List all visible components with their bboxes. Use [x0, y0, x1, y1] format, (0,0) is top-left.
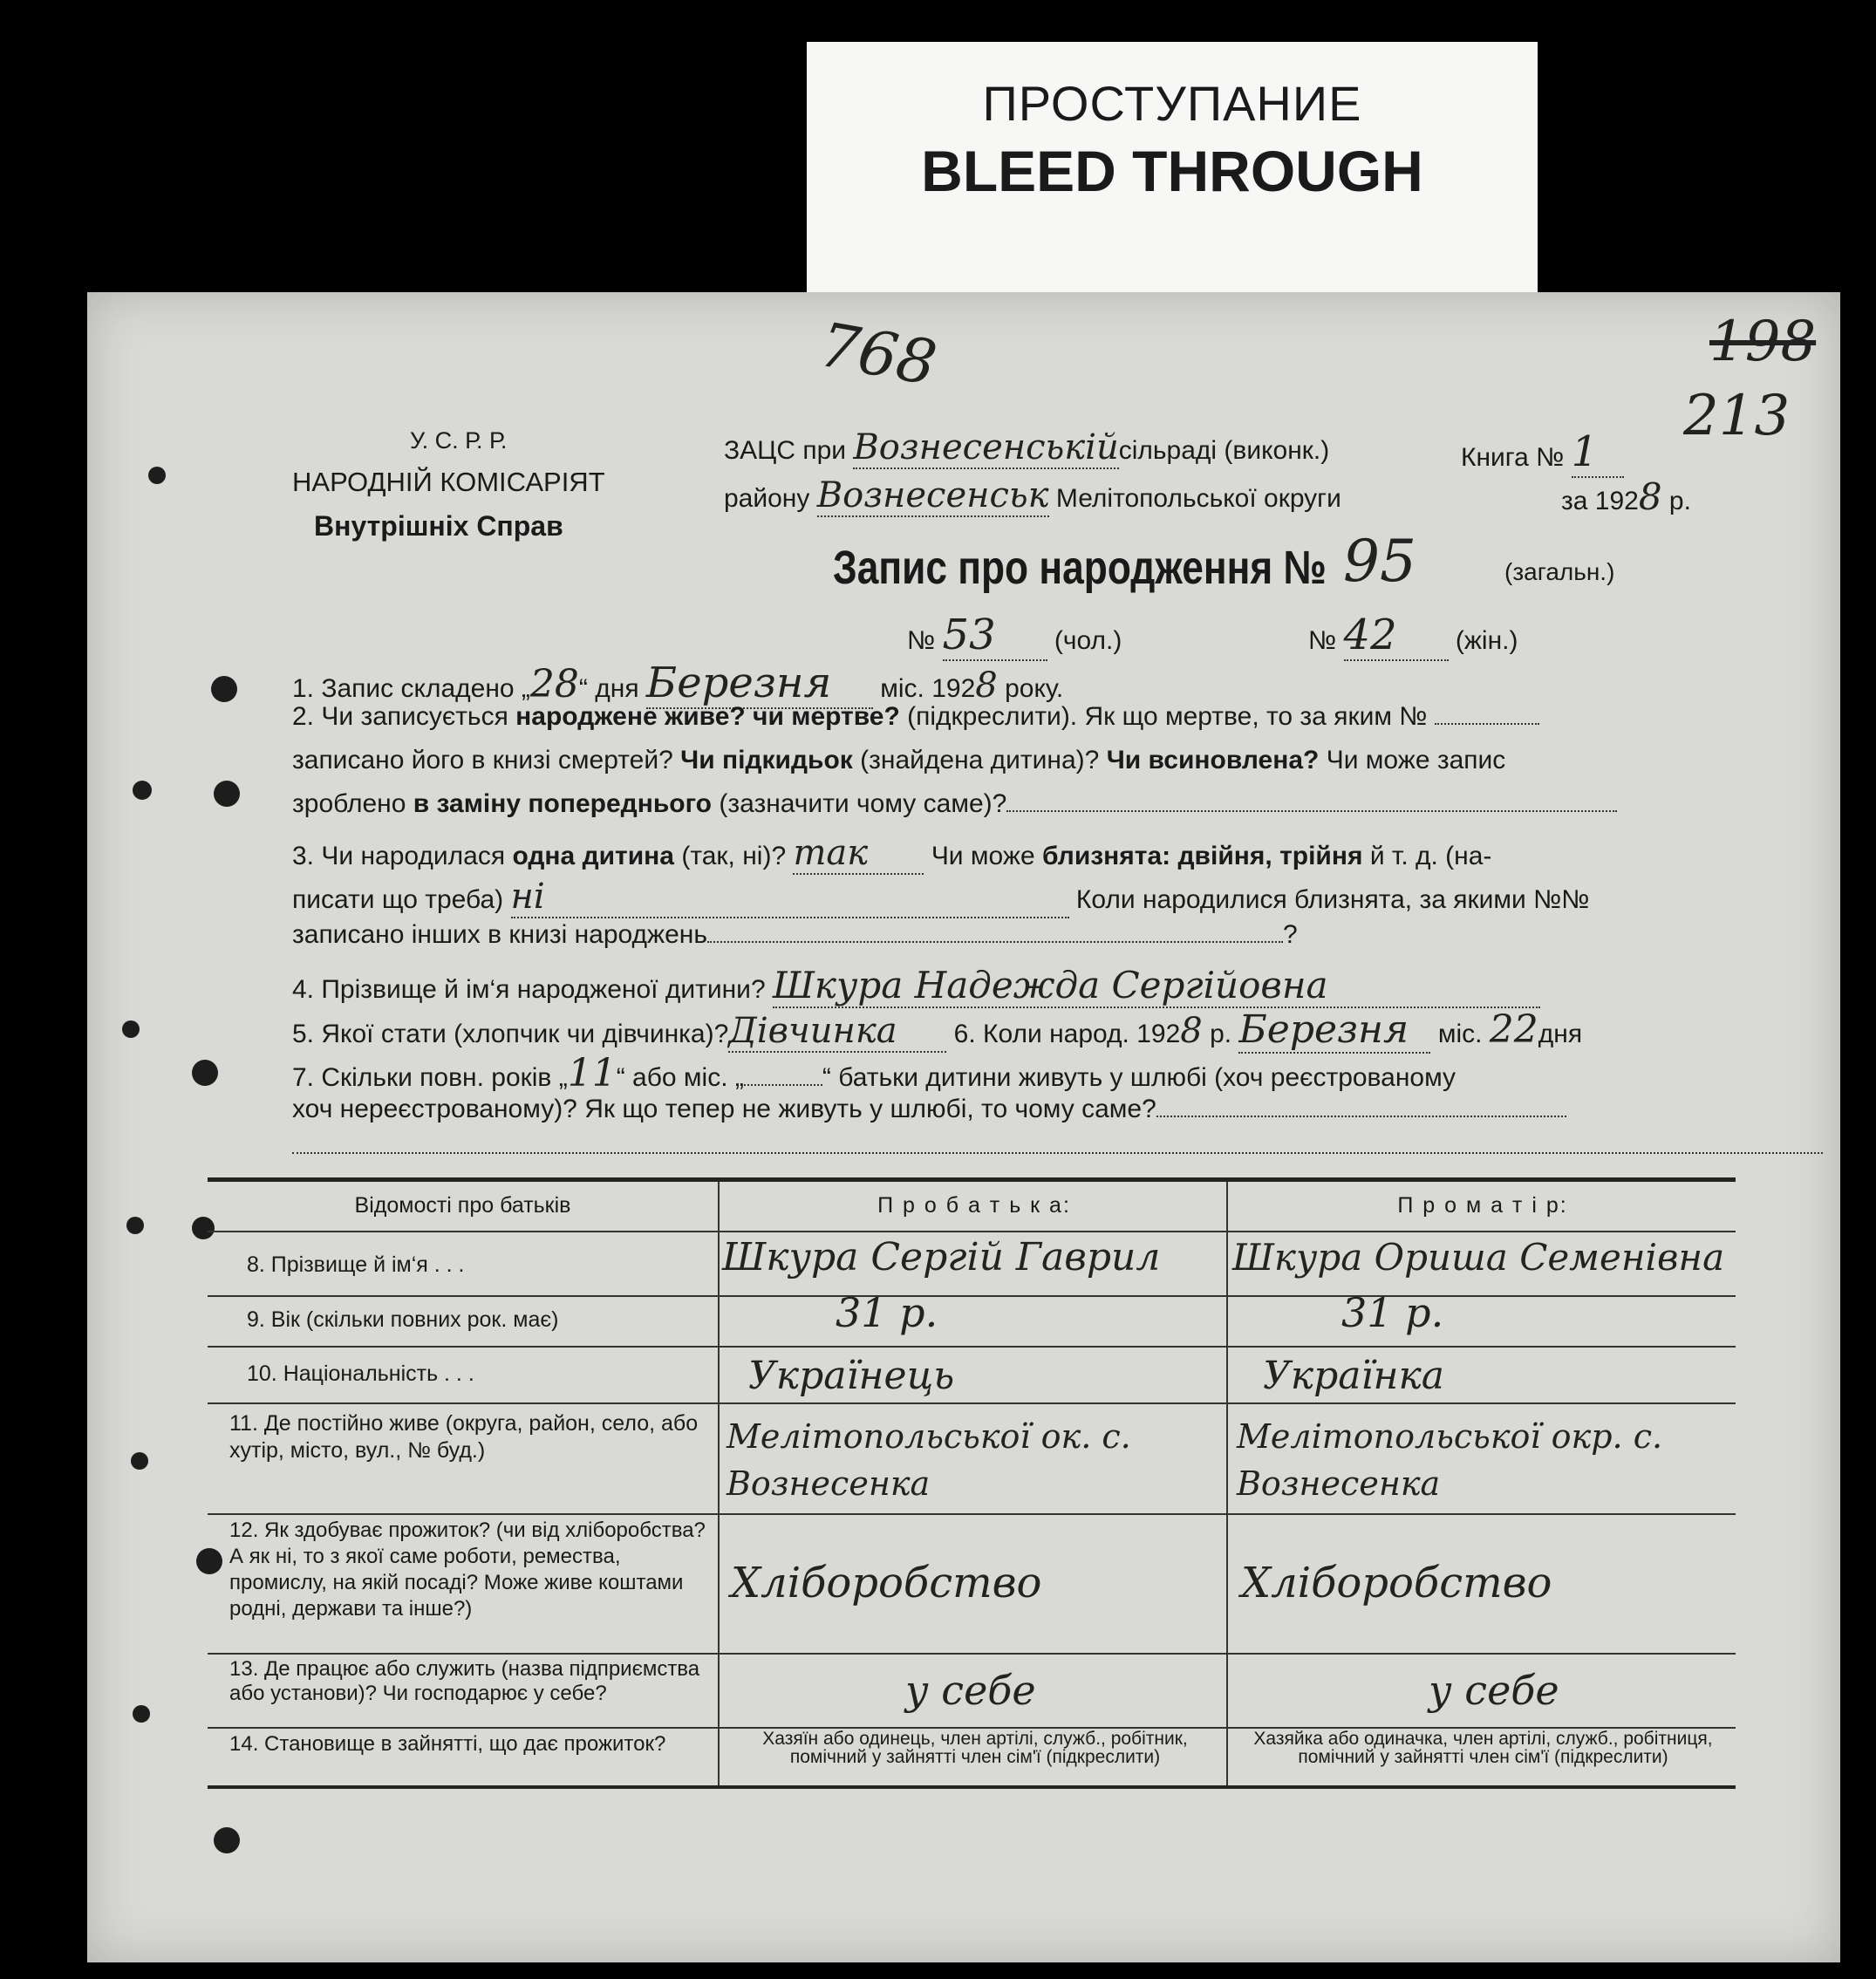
punch-hole	[126, 1217, 144, 1234]
margin-note-page: 198	[1709, 310, 1817, 374]
question-2-line-2	[292, 746, 1505, 775]
row-label-livelihood: 12. Як здобуває прожиток? (чи від хліборобства? А як ні, то з якої саме роботи, ремества, промислу, на якій посаді? Може живе коштами родні, держави та інше?)	[229, 1518, 706, 1621]
zags-village: Вознесенській	[853, 427, 1119, 467]
mother-age: 31 р.	[1341, 1289, 1444, 1336]
margin-note-page-2: 213	[1683, 384, 1791, 448]
q7-blank-line	[292, 1151, 1823, 1154]
q3-twins-answer: ні	[511, 877, 1069, 918]
female-number-label: №	[1308, 626, 1337, 655]
birth-day: 22	[1489, 1007, 1538, 1052]
q3-single-answer: так	[793, 833, 924, 875]
row-label-workplace: 13. Де працює або служить (назва підприємства або установи)? Чи господарює у себе?	[229, 1657, 700, 1705]
q3-text-a: 3. Чи народилася	[292, 842, 506, 870]
q3-text-g: писати що треба)	[292, 885, 504, 914]
question-2-line-1	[292, 702, 1539, 732]
stamp-line-1: ПРОСТУПАНИЕ	[982, 76, 1362, 131]
header-mother: П р о м а т і р:	[1397, 1193, 1568, 1218]
q3-text-d: Чи може	[931, 842, 1035, 870]
year-line	[1561, 475, 1691, 518]
question-4	[292, 964, 1540, 1008]
stamp-line-2: BLEED THROUGH	[921, 139, 1423, 203]
row-divider	[208, 1402, 1736, 1404]
q1-month: Березня	[646, 659, 873, 709]
question-2-line-3	[292, 789, 1617, 819]
q2-blank	[1435, 723, 1539, 725]
q2-text-a: 2. Чи записується	[292, 702, 508, 731]
row-label-age: 9. Вік (скільки повних рок. має)	[247, 1307, 559, 1332]
q3-blank	[707, 941, 1283, 943]
q2-text-i: зроблено	[292, 789, 406, 818]
marriage-years: 11	[567, 1051, 617, 1095]
zags-suffix: сільраді (виконк.)	[1118, 436, 1330, 465]
q2-text-e: Чи підкидьок	[680, 746, 853, 775]
book-number: 1	[1572, 427, 1624, 478]
q5-label: 5. Якої стати (хлопчик чи дівчинка)?	[292, 1020, 729, 1048]
zags-prefix: ЗАЦС при	[724, 436, 847, 465]
row-label-employment: 14. Становище в зайнятті, що дає прожиток?	[229, 1732, 666, 1756]
book-line	[1461, 427, 1624, 478]
q2-text-k: (зазначити чому саме)?	[719, 789, 1007, 818]
q7-text-d: хоч нереєстрованому)? Як що тепер не живуть у шлюбі, то чому саме?	[292, 1095, 1156, 1123]
punch-hole	[192, 1060, 218, 1086]
punch-hole	[133, 781, 152, 800]
total-label: (загальн.)	[1504, 558, 1615, 585]
q7-text-c: “ батьки дитини живуть у шлюбі (хоч реєстрованому	[822, 1063, 1456, 1092]
year-label: за 192	[1561, 487, 1639, 515]
question-3-line-3	[292, 920, 1298, 950]
q7-text-b: “ або міс. „	[616, 1063, 744, 1092]
q7-blank	[1156, 1116, 1566, 1117]
year-suffix: р.	[1668, 487, 1691, 515]
q2-text-d: записано його в книзі смертей?	[292, 746, 673, 775]
female-number: 42	[1344, 611, 1449, 661]
q2-text-h: Чи може запис	[1326, 746, 1506, 775]
year-digit: 8	[1638, 475, 1662, 518]
q2-text-j: в заміну попереднього	[413, 789, 713, 818]
q1-day-suffix: “ дня	[578, 674, 639, 703]
male-number-suffix: (чол.)	[1054, 626, 1122, 655]
district-prefix: району	[724, 484, 810, 513]
q1-month-suffix: міс. 192	[880, 674, 976, 703]
row-divider	[208, 1653, 1736, 1655]
q1-day: 28	[529, 662, 579, 706]
q6-day-suffix: дня	[1538, 1020, 1583, 1048]
record-number: 95	[1343, 528, 1416, 595]
header-info: Відомості про батьків	[354, 1193, 571, 1218]
q4-label: 4. Прізвище й ім‘я народженої дитини?	[292, 975, 766, 1004]
affairs-label: Внутрішніх Справ	[314, 510, 563, 542]
mother-residence: Мелітопольської окр. с. Вознесенка	[1237, 1417, 1663, 1503]
punch-hole	[148, 467, 166, 484]
male-number-line	[907, 611, 1122, 661]
child-name: Шкура Надежда Сергійовна	[773, 964, 1540, 1008]
father-nationality: Українець	[748, 1354, 955, 1398]
punch-hole	[211, 676, 237, 702]
father-workplace: у себе	[905, 1667, 1036, 1714]
q3-text-j: ?	[1283, 920, 1298, 949]
q7-label: 7. Скільки повн. років „	[292, 1063, 568, 1092]
row-label-surname: 8. Прізвище й ім‘я . . .	[247, 1252, 465, 1277]
parents-table	[208, 1177, 1736, 1789]
q3-text-e: близнята: двійня, трійня	[1041, 842, 1363, 870]
q1-year-suffix: року.	[1005, 674, 1064, 703]
q1-year: 8	[975, 665, 998, 706]
punch-hole	[214, 781, 240, 807]
question-3-line-1	[292, 833, 1491, 875]
father-livelihood: Хліборобство	[731, 1559, 1042, 1607]
row-label-residence: 11. Де постійно живе (округа, район, село, або хутір, місто, вул., № буд.)	[229, 1411, 699, 1463]
male-number: 53	[943, 611, 1047, 661]
question-7-line-1	[292, 1051, 1456, 1095]
father-residence: Мелітопольської ок. с. Вознесенка	[727, 1417, 1131, 1503]
father-employment-status: Хазяїн або одинець, член артілі, служб., робітник, помічний у зайнятті член сім'ї (підкреслити)	[762, 1729, 1188, 1767]
mother-name: Шкура Ориша Семенівна	[1232, 1236, 1725, 1279]
male-number-label: №	[907, 626, 936, 655]
punch-hole	[131, 1452, 148, 1470]
mother-livelihood: Хліборобство	[1241, 1559, 1552, 1607]
district-suffix: Мелітопольської округи	[1055, 484, 1341, 513]
book-label: Книга №	[1461, 443, 1565, 472]
q3-text-f: й т. д. (на-	[1369, 842, 1492, 870]
q6-label: 6. Коли народ. 192	[953, 1020, 1181, 1048]
column-divider	[718, 1182, 720, 1785]
question-7-line-2	[292, 1095, 1566, 1124]
header-father: П р о б а т ь к а:	[877, 1193, 1071, 1218]
father-age: 31 р.	[836, 1289, 938, 1336]
birth-month: Березня	[1238, 1007, 1430, 1054]
q6-year-suffix: р.	[1210, 1020, 1232, 1048]
q7-months-blank	[744, 1084, 822, 1086]
question-3-line-2	[292, 877, 1589, 918]
q3-text-b: одна дитина	[512, 842, 674, 870]
row-divider	[208, 1346, 1736, 1348]
mother-employment-status: Хазяйка або одиначка, член артілі, служб., робітниця, помічний у зайнятті член сім'ї (підкреслити)	[1253, 1729, 1713, 1767]
q2-text-c: (підкреслити). Як що мертве, то за яким №	[907, 702, 1428, 731]
q2-text-g: Чи всиновлена?	[1106, 746, 1320, 775]
q2-text-f: (знайдена дитина)?	[860, 746, 1100, 775]
birth-year-digit: 8	[1180, 1011, 1203, 1051]
q2-blank-2	[1006, 810, 1617, 812]
female-number-line	[1308, 611, 1518, 661]
commissariat-label: НАРОДНІЙ КОМІСАРІЯТ	[292, 467, 605, 497]
margin-note-number: 768	[814, 309, 942, 399]
father-name: Шкура Сергій Гаврил	[722, 1235, 1161, 1280]
zags-line	[724, 427, 1329, 469]
q2-text-b: народжене живе? чи мертве?	[515, 702, 900, 731]
ussr-label: У. С. Р. Р.	[410, 427, 508, 454]
bleed-through-label	[807, 42, 1538, 300]
mother-workplace: у себе	[1429, 1667, 1559, 1714]
question-5-6	[292, 1007, 1582, 1054]
female-number-suffix: (жін.)	[1455, 626, 1518, 655]
punch-hole	[214, 1827, 240, 1853]
q1-label: 1. Запис складено „	[292, 674, 530, 703]
record-title: Запис про народження №	[833, 542, 1327, 594]
q6-month-suffix: міс.	[1437, 1020, 1483, 1048]
child-sex: Дівчинка	[728, 1011, 946, 1053]
q3-text-h: Коли народилися близнята, за якими №№	[1075, 885, 1590, 914]
punch-hole	[133, 1705, 150, 1723]
row-divider	[208, 1231, 1736, 1232]
mother-nationality: Українка	[1263, 1354, 1445, 1398]
punch-hole	[122, 1020, 140, 1038]
row-divider	[208, 1513, 1736, 1515]
district-line	[724, 475, 1341, 517]
row-label-nationality: 10. Національність . . .	[247, 1361, 474, 1386]
district-name: Вознесенськ	[816, 475, 1049, 515]
q3-text-i: записано інших в книзі народжень	[292, 920, 708, 949]
q3-text-c: (так, ні)?	[681, 842, 787, 870]
